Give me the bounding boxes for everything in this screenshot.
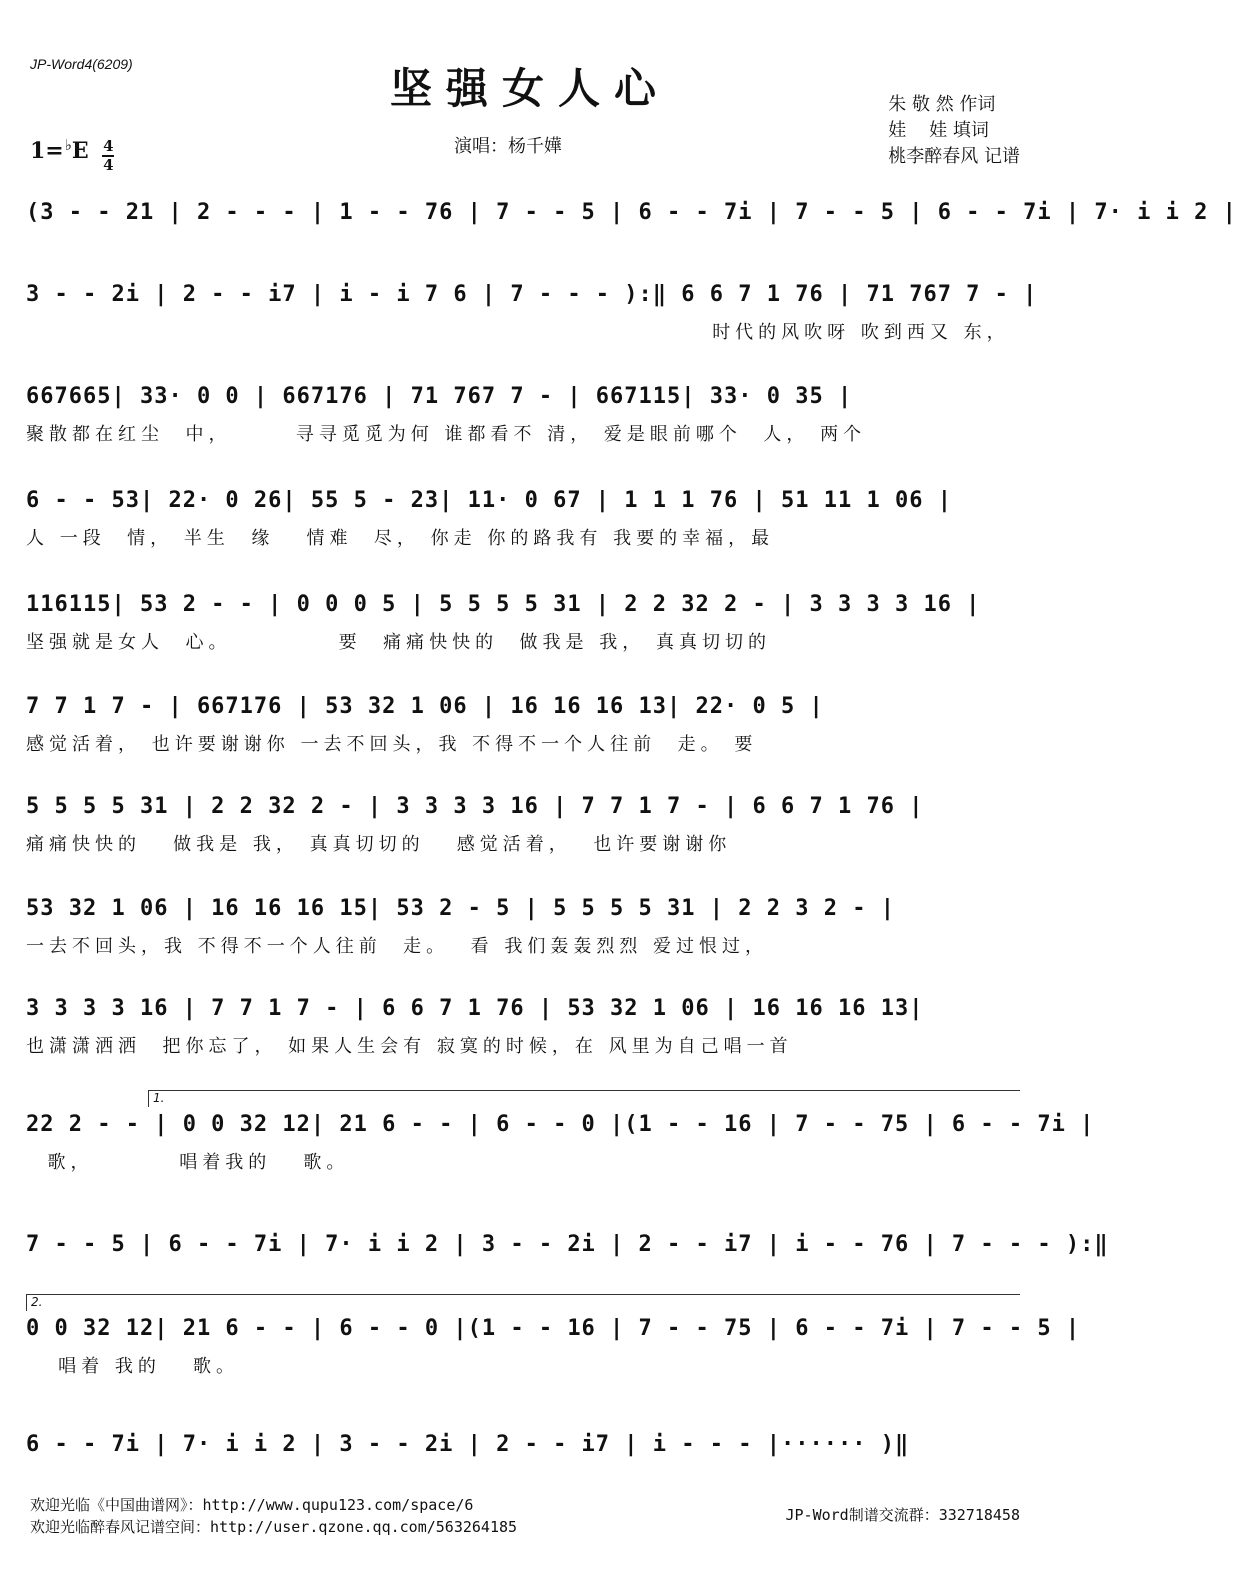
notation-line: (3 - - 21 | 2 - - - | 1 - - 76 | 7 - - 5 | 6 - - 7i | 7 - - 5 | 6 - - 7i | 7· i i 2 | bbox=[26, 200, 1237, 225]
notation-line: 667665| 33· 0 0 | 667176 | 71 767 7 - | 667115| 33· 0 35 | bbox=[26, 384, 853, 409]
credit-lyrics: 朱 敬 然 作词 bbox=[888, 94, 996, 115]
credit-rewrite: 娃 娃 填词 bbox=[888, 120, 989, 141]
footer-line-2: 欢迎光临醉春风记谱空间：http://user.qzone.qq.com/563264185 bbox=[30, 1518, 518, 1536]
lyrics-line: 一去不回头，我 不得不一个人往前 走。 看 我们轰轰烈烈 爱过恨过， bbox=[26, 936, 769, 957]
notation-line: 5 5 5 5 31 | 2 2 32 2 - | 3 3 3 3 16 | 7 7 1 7 - | 6 6 7 1 76 | bbox=[26, 794, 924, 819]
lyrics-line: 时代的风吹呀 吹到西又 东， bbox=[26, 322, 1010, 343]
lyrics-line: 也潇潇洒洒 把你忘了， 如果人生会有 寂寞的时候，在 风里为自己唱一首 bbox=[26, 1036, 793, 1057]
notation-line: 6 - - 53| 22· 0 26| 55 5 - 23| 11· 0 67 | 1 1 1 76 | 51 11 1 06 | bbox=[26, 488, 952, 513]
notation-line: 3 3 3 3 16 | 7 7 1 7 - | 6 6 7 1 76 | 53 32 1 06 | 16 16 16 13| bbox=[26, 996, 924, 1021]
lyrics-line: 人 一段 情， 半生 缘 情难 尽， 你走 你的路我有 我要的幸福，最 bbox=[26, 528, 775, 549]
footer-group: JP-Word制谱交流群：332718458 bbox=[785, 1506, 1020, 1524]
lyrics-line: 歌， 唱着我的 歌。 bbox=[26, 1152, 350, 1173]
key-note: E bbox=[71, 138, 89, 164]
lyrics-line: 唱着 我的 歌。 bbox=[26, 1356, 240, 1377]
lyrics-line: 感觉活着， 也许要谢谢你 一去不回头，我 不得不一个人往前 走。 要 bbox=[26, 734, 758, 755]
singer-label: 演唱：杨千嬅 bbox=[454, 136, 562, 157]
lyrics-line: 痛痛快快的 做我是 我， 真真切切的 感觉活着， 也许要谢谢你 bbox=[26, 834, 732, 855]
notation-line: 7 7 1 7 - | 667176 | 53 32 1 06 | 16 16 16 13| 22· 0 5 | bbox=[26, 694, 824, 719]
credits-block bbox=[888, 92, 1020, 170]
notation-line: 116115| 53 2 - - | 0 0 0 5 | 5 5 5 5 31 | 2 2 32 2 - | 3 3 3 3 16 | bbox=[26, 592, 981, 617]
notation-line: 6 - - 7i | 7· i i 2 | 3 - - 2i | 2 - - i7 | i - - - |······ )‖ bbox=[26, 1432, 910, 1457]
lyrics-line: 坚强就是女人 心。 要 痛痛快快的 做我是 我， 真真切切的 bbox=[26, 632, 771, 653]
notation-line: 53 32 1 06 | 16 16 16 15| 53 2 - 5 | 5 5 5 5 31 | 2 2 3 2 - | bbox=[26, 896, 895, 921]
volta-bracket: 1. bbox=[148, 1090, 1020, 1107]
lyrics-line: 聚散都在红尘 中， 寻寻觅觅为何 谁都看不 清， 爱是眼前哪个 人， 两个 bbox=[26, 424, 867, 445]
key-signature bbox=[30, 136, 114, 173]
software-label: JP-Word4(6209) bbox=[30, 56, 133, 72]
time-bottom: 4 bbox=[103, 156, 114, 174]
notation-line: 22 2 - - | 0 0 32 12| 21 6 - - | 6 - - 0 |(1 - - 16 | 7 - - 75 | 6 - - 7i | bbox=[26, 1112, 1095, 1137]
notation-line: 3 - - 2i | 2 - - i7 | i - i 7 6 | 7 - - - ):‖ 6 6 7 1 76 | 71 767 7 - | bbox=[26, 282, 1038, 307]
notation-line: 7 - - 5 | 6 - - 7i | 7· i i 2 | 3 - - 2i | 2 - - i7 | i - - 76 | 7 - - - ):‖ bbox=[26, 1232, 1109, 1257]
footer-links bbox=[30, 1494, 517, 1538]
time-top: 4 bbox=[103, 137, 114, 155]
volta-bracket: 2. bbox=[26, 1294, 1020, 1311]
time-signature bbox=[102, 139, 114, 173]
notation-line: 0 0 32 12| 21 6 - - | 6 - - 0 |(1 - - 16 | 7 - - 75 | 6 - - 7i | 7 - - 5 | bbox=[26, 1316, 1081, 1341]
flat-symbol: ♭ bbox=[64, 136, 72, 154]
credit-transcriber: 桃李醉春风 记谱 bbox=[888, 146, 1020, 167]
song-title: 坚强女人心 bbox=[389, 64, 670, 113]
key-prefix: 1= bbox=[30, 138, 64, 164]
footer-line-1: 欢迎光临《中国曲谱网》：http://www.qupu123.com/space/6 bbox=[30, 1496, 474, 1514]
